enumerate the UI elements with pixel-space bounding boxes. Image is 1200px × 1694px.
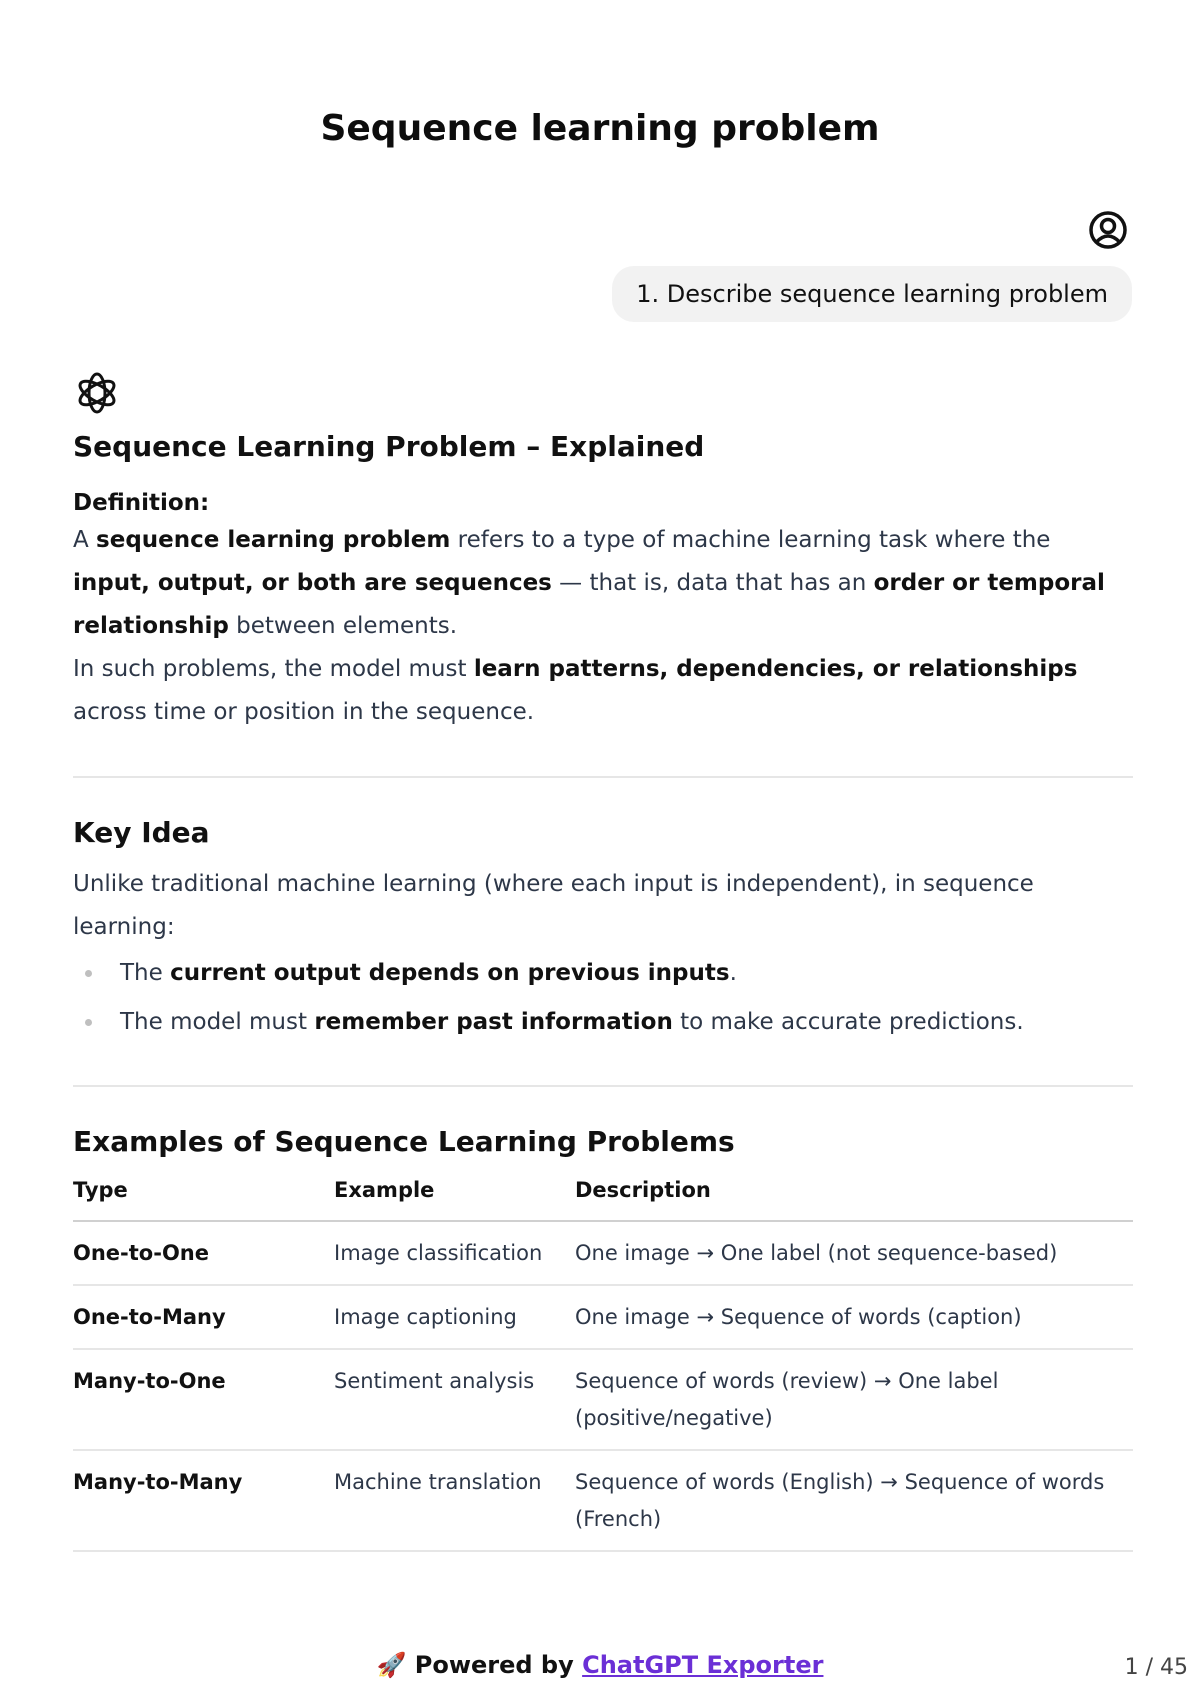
- cell-type: One-to-Many: [73, 1285, 334, 1349]
- bullet-dot-icon: [85, 970, 92, 977]
- examples-table: [73, 1158, 1133, 1552]
- user-avatar-icon: [1088, 210, 1128, 250]
- key-idea-heading: Key Idea: [73, 816, 210, 849]
- table-header-row: [73, 1158, 1133, 1221]
- chatgpt-exporter-link[interactable]: ChatGPT Exporter: [582, 1651, 824, 1679]
- cell-type: Many-to-One: [73, 1349, 334, 1450]
- examples-heading: Examples of Sequence Learning Problems: [73, 1125, 735, 1158]
- key-idea-intro: Unlike traditional machine learning (where each input is independent), in sequence learning:: [73, 871, 1034, 940]
- cell-type: One-to-One: [73, 1221, 334, 1285]
- table-row: [73, 1349, 1133, 1450]
- page-number: 1 / 45: [1124, 1655, 1188, 1680]
- cell-type: Many-to-Many: [73, 1450, 334, 1551]
- footer: [0, 1651, 1200, 1679]
- table-row: [73, 1221, 1133, 1285]
- divider: [73, 1085, 1133, 1087]
- bullet-dot-icon: [85, 1019, 92, 1026]
- definition-paragraph: A sequence learning problem refers to a type of machine learning task where the input, output, or both are sequences — that is, data that has an order or temporal relationship between elements.: [73, 527, 1105, 639]
- user-message-bubble: 1. Describe sequence learning problem: [612, 266, 1132, 322]
- cell-example: Machine translation: [334, 1450, 575, 1551]
- list-item: The current output depends on previous inputs.: [73, 949, 1133, 998]
- column-header: Example: [334, 1158, 575, 1221]
- column-header: Type: [73, 1158, 334, 1221]
- divider: [73, 776, 1133, 778]
- definition-paragraph-2: In such problems, the model must learn patterns, dependencies, or relationships across time or position in the sequence.: [73, 656, 1078, 725]
- chatgpt-logo-icon: [72, 368, 122, 418]
- cell-example: Image classification: [334, 1221, 575, 1285]
- column-header: Description: [575, 1158, 1133, 1221]
- key-idea-list: [73, 949, 1133, 1047]
- cell-description: Sequence of words (English) → Sequence of words (French): [575, 1450, 1133, 1551]
- cell-description: Sequence of words (review) → One label (positive/negative): [575, 1349, 1133, 1450]
- response-heading: Sequence Learning Problem – Explained: [73, 430, 705, 463]
- footer-prefix: 🚀 Powered by: [376, 1651, 583, 1679]
- cell-example: Image captioning: [334, 1285, 575, 1349]
- cell-example: Sentiment analysis: [334, 1349, 575, 1450]
- cell-description: One image → One label (not sequence-based): [575, 1221, 1133, 1285]
- list-item: The model must remember past information to make accurate predictions.: [73, 998, 1133, 1047]
- definition-label: Definition:: [73, 490, 210, 516]
- assistant-response: [73, 430, 1133, 1552]
- table-row: [73, 1450, 1133, 1551]
- page-title: Sequence learning problem: [320, 108, 880, 149]
- table-row: [73, 1285, 1133, 1349]
- cell-description: One image → Sequence of words (caption): [575, 1285, 1133, 1349]
